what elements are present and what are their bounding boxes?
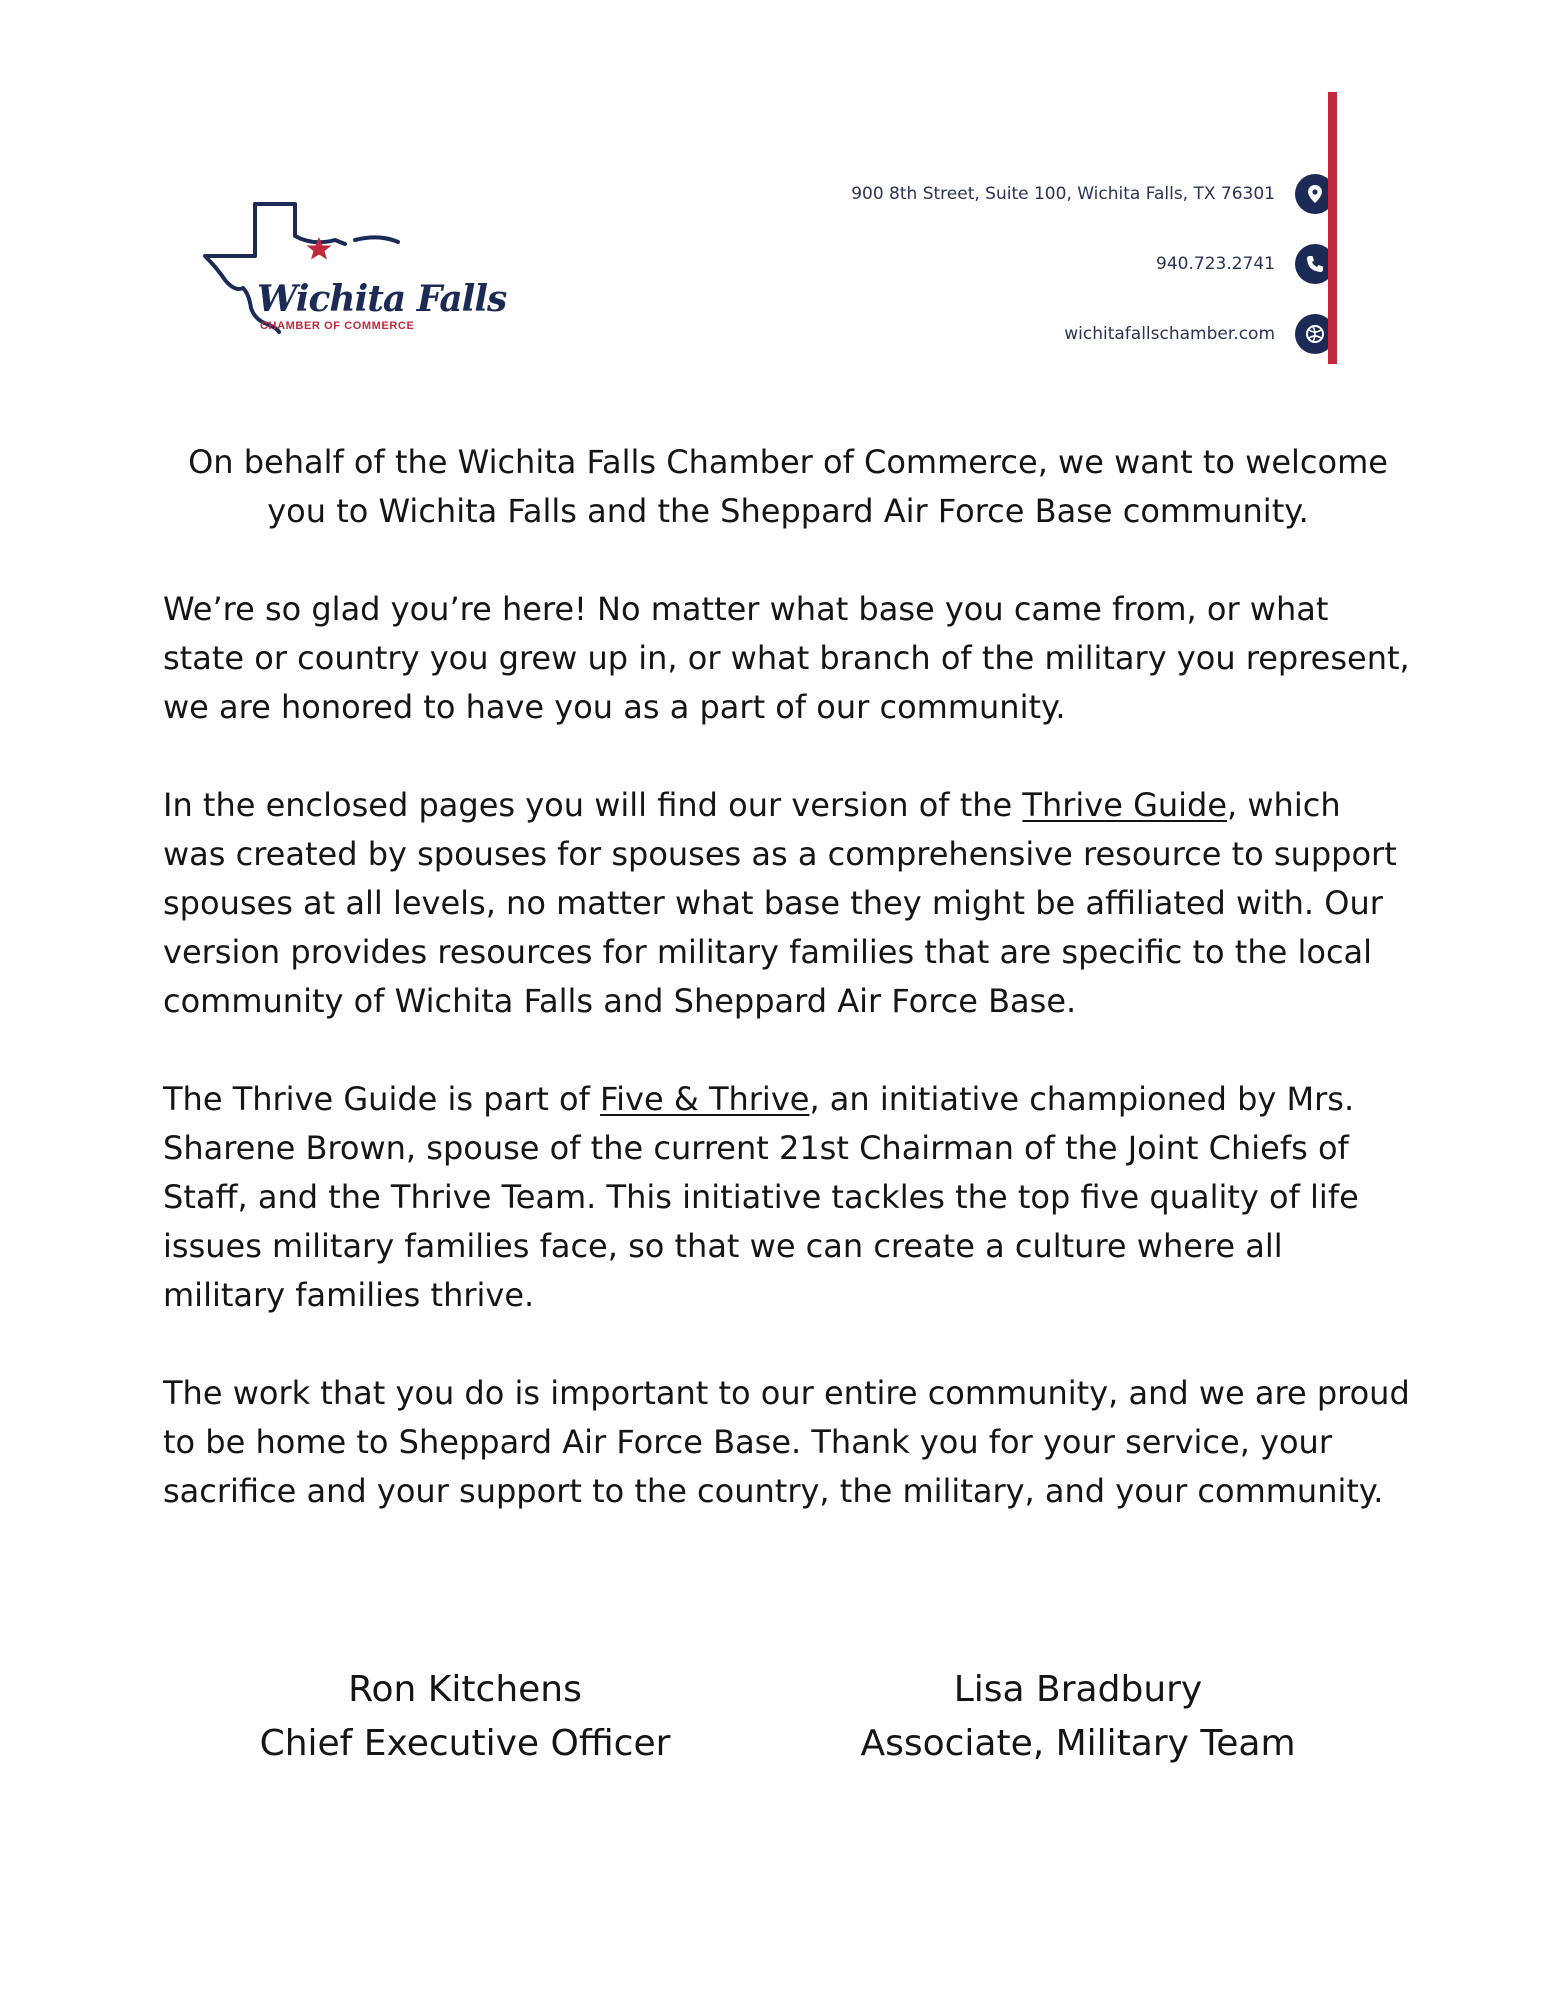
paragraph-five-thrive bbox=[163, 1075, 1413, 1320]
accent-bar bbox=[1328, 92, 1337, 364]
contact-address: 900 8th Street, Suite 100, Wichita Falls, TX 76301 bbox=[851, 184, 1275, 204]
contact-phone: 940.723.2741 bbox=[1156, 254, 1275, 274]
text-segment: In the enclosed pages you will find our version of the bbox=[163, 786, 1023, 824]
signer-name: Lisa Bradbury bbox=[953, 1669, 1203, 1710]
signature-block bbox=[818, 1663, 1338, 1771]
thrive-guide-link[interactable]: Thrive Guide bbox=[1022, 786, 1228, 824]
text-segment: , which was created by spouses for spouses as a comprehensive resource to support spouses at all levels, no matter what base they might be affiliated with. Our version provides resources for military families that are specific to the local community of Wichita Falls and Sheppard Air Force Base. bbox=[163, 786, 1397, 1020]
paragraph-closing: The work that you do is important to our entire community, and we are proud to be home to Sheppard Air Force Base. Thank you for your service, your sacrifice and your support to the country, the military, and your community. bbox=[163, 1374, 1410, 1510]
paragraph-thrive-guide bbox=[163, 781, 1413, 1026]
chamber-logo bbox=[195, 196, 507, 341]
logo-subtitle: CHAMBER OF COMMERCE bbox=[260, 320, 415, 332]
signer-name: Ron Kitchens bbox=[348, 1669, 582, 1710]
signer-title: Chief Executive Officer bbox=[259, 1723, 671, 1764]
signature-block bbox=[205, 1663, 725, 1771]
contact-website-row bbox=[735, 312, 1335, 356]
text-segment: The Thrive Guide is part of bbox=[163, 1080, 601, 1118]
letter-body bbox=[163, 438, 1413, 1565]
text-segment: , an initiative championed by Mrs. Sharene Brown, spouse of the current 21st Chairman of the Joint Chiefs of Staff, and the Thrive Team. This initiative tackles the top five quality of life issues military families face, so that we can create a culture where all military families thrive. bbox=[163, 1080, 1359, 1314]
contact-website[interactable]: wichitafallschamber.com bbox=[1064, 324, 1275, 344]
signer-title: Associate, Military Team bbox=[860, 1723, 1296, 1764]
intro-paragraph: On behalf of the Wichita Falls Chamber of Commerce, we want to welcome you to Wichita Falls and the Sheppard Air Force Base community. bbox=[188, 443, 1388, 530]
contact-block bbox=[735, 172, 1335, 382]
paragraph-welcome: We’re so glad you’re here! No matter what base you came from, or what state or country you grew up in, or what branch of the military you represent, we are honored to have you as a part of our community. bbox=[163, 590, 1410, 726]
contact-phone-row bbox=[735, 242, 1335, 286]
logo-brand-text: Wichita Falls bbox=[257, 278, 507, 320]
contact-address-row bbox=[735, 172, 1335, 216]
five-and-thrive-link[interactable]: Five & Thrive bbox=[600, 1080, 810, 1118]
